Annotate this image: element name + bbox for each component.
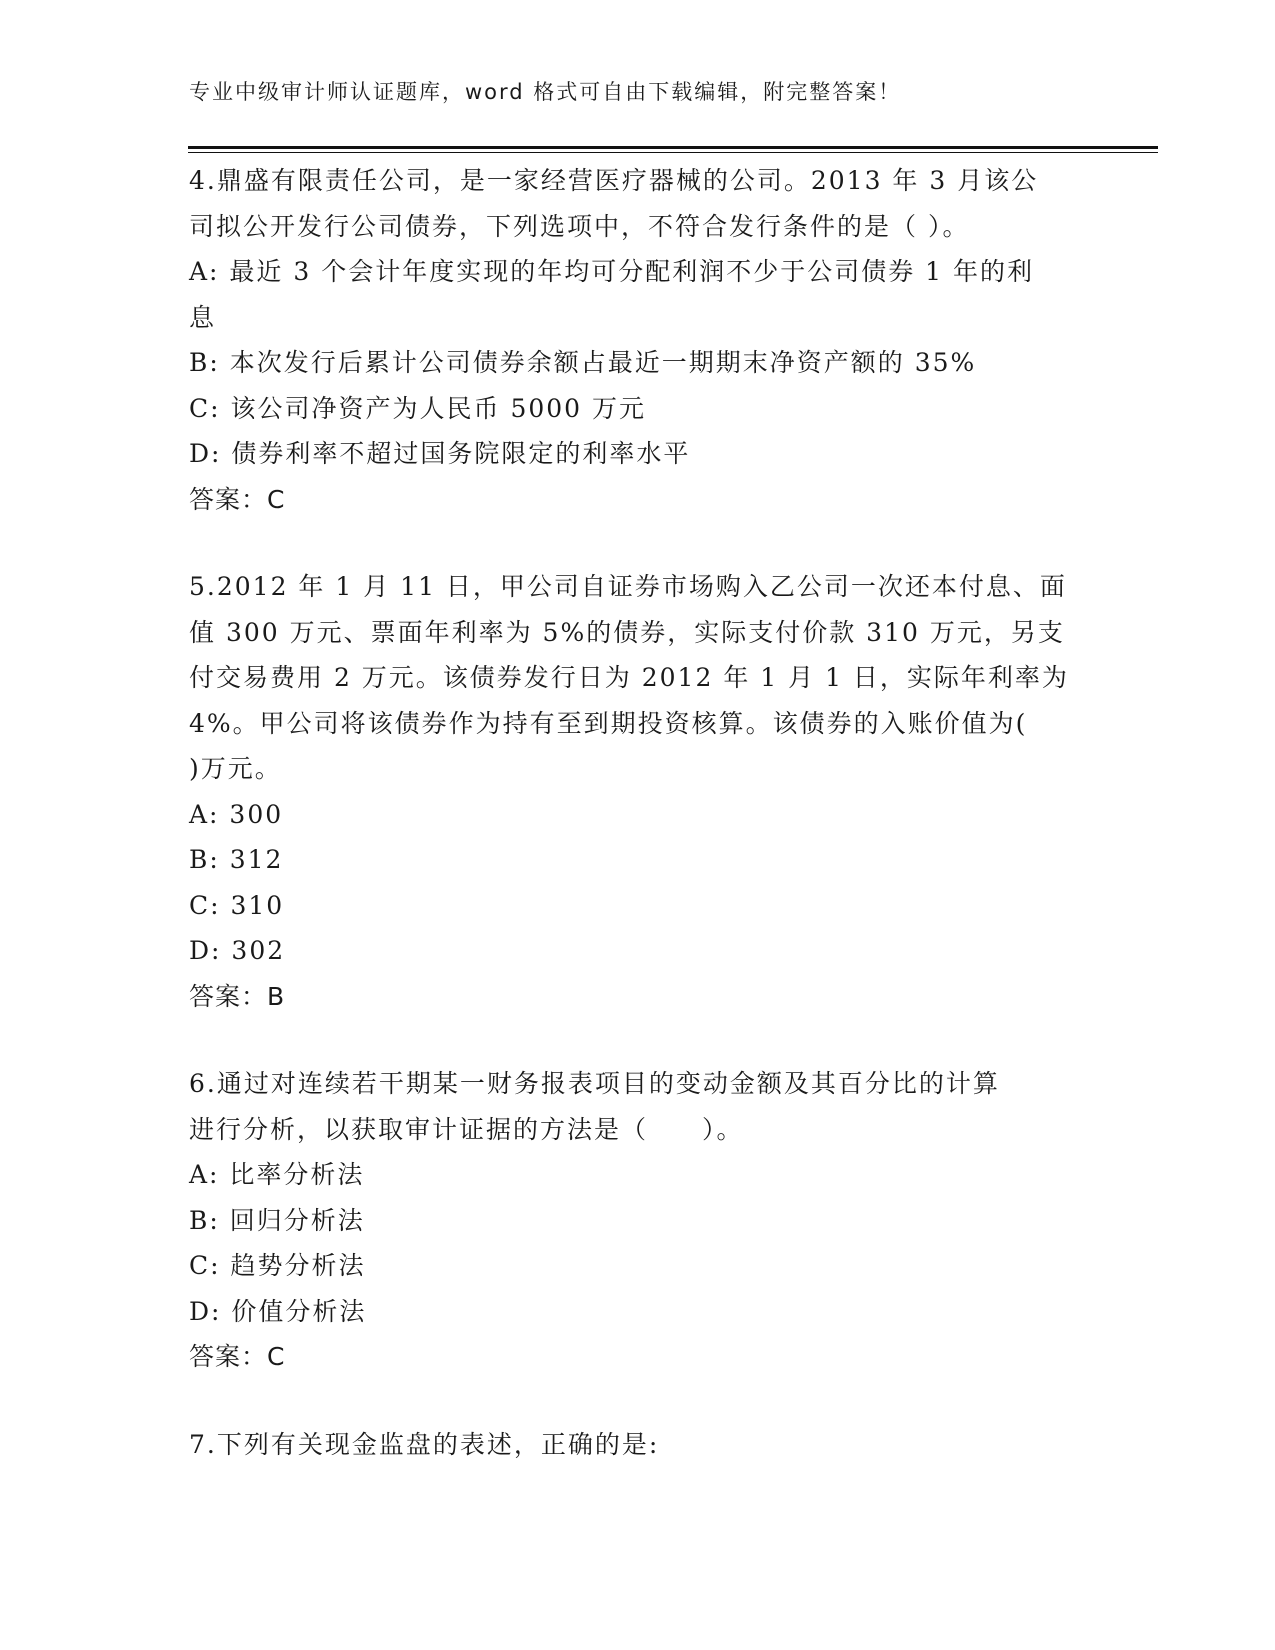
option-a: A: 比率分析法 <box>189 1160 365 1189</box>
option-d: D: 债券利率不超过国务院限定的利率水平 <box>189 439 691 468</box>
question-stem-line: 4%。甲公司将该债券作为持有至到期投资核算。该债券的入账价值为( <box>189 708 1028 738</box>
option-b: B: 312 <box>189 845 284 874</box>
page-header: 专业中级审计师认证题库，word 格式可自由下载编辑，附完整答案！ <box>189 80 902 104</box>
header-rule-thin <box>188 152 1158 153</box>
option-b: B: 本次发行后累计公司债券余额占最近一期期末净资产额的 35% <box>189 348 977 377</box>
option-c: C: 趋势分析法 <box>189 1251 366 1280</box>
option-a: A: 最近 3 个会计年度实现的年均可分配利润不少于公司债券 1 年的利 <box>189 257 1035 286</box>
question-4 <box>189 158 1089 522</box>
option-c: C: 310 <box>189 890 285 920</box>
question-stem-line: )万元。 <box>189 754 282 783</box>
answer-label: 答案：C <box>189 1342 286 1371</box>
question-5 <box>189 564 1089 1019</box>
option-b: B: 回归分析法 <box>189 1205 365 1235</box>
question-stem-line: 6.通过对连续若干期某一财务报表项目的变动金额及其百分比的计算 <box>189 1069 1000 1098</box>
answer-label: 答案：B <box>189 981 286 1011</box>
question-stem-line: 4.鼎盛有限责任公司，是一家经营医疗器械的公司。2013 年 3 月该公 <box>189 166 1039 195</box>
answer-label: 答案：C <box>189 484 286 514</box>
option-c: C: 该公司净资产为人民币 5000 万元 <box>189 393 647 423</box>
question-list <box>189 158 1089 1467</box>
question-stem-line: 进行分析，以获取审计证据的方法是（ ）。 <box>189 1114 744 1144</box>
option-d: D: 价值分析法 <box>189 1296 367 1326</box>
question-stem-line: 司拟公开发行公司债券，下列选项中，不符合发行条件的是（ ）。 <box>189 211 970 241</box>
question-stem-line: 值 300 万元、票面年利率为 5%的债券，实际支付价款 310 万元，另支 <box>189 617 1065 647</box>
option-a-continued: 息 <box>189 302 217 332</box>
option-a: A: 300 <box>189 799 284 829</box>
question-6 <box>189 1061 1089 1380</box>
question-stem-line: 付交易费用 2 万元。该债券发行日为 2012 年 1 月 1 日，实际年利率为 <box>189 663 1069 692</box>
option-d: D: 302 <box>189 936 286 965</box>
question-stem-line: 5.2012 年 1 月 11 日，甲公司自证券市场购入乙公司一次还本付息、面 <box>189 572 1067 601</box>
question-stem-line: 7.下列有关现金监盘的表述，正确的是: <box>189 1429 660 1459</box>
question-7 <box>189 1422 1089 1468</box>
header-rule-thick <box>188 146 1158 149</box>
